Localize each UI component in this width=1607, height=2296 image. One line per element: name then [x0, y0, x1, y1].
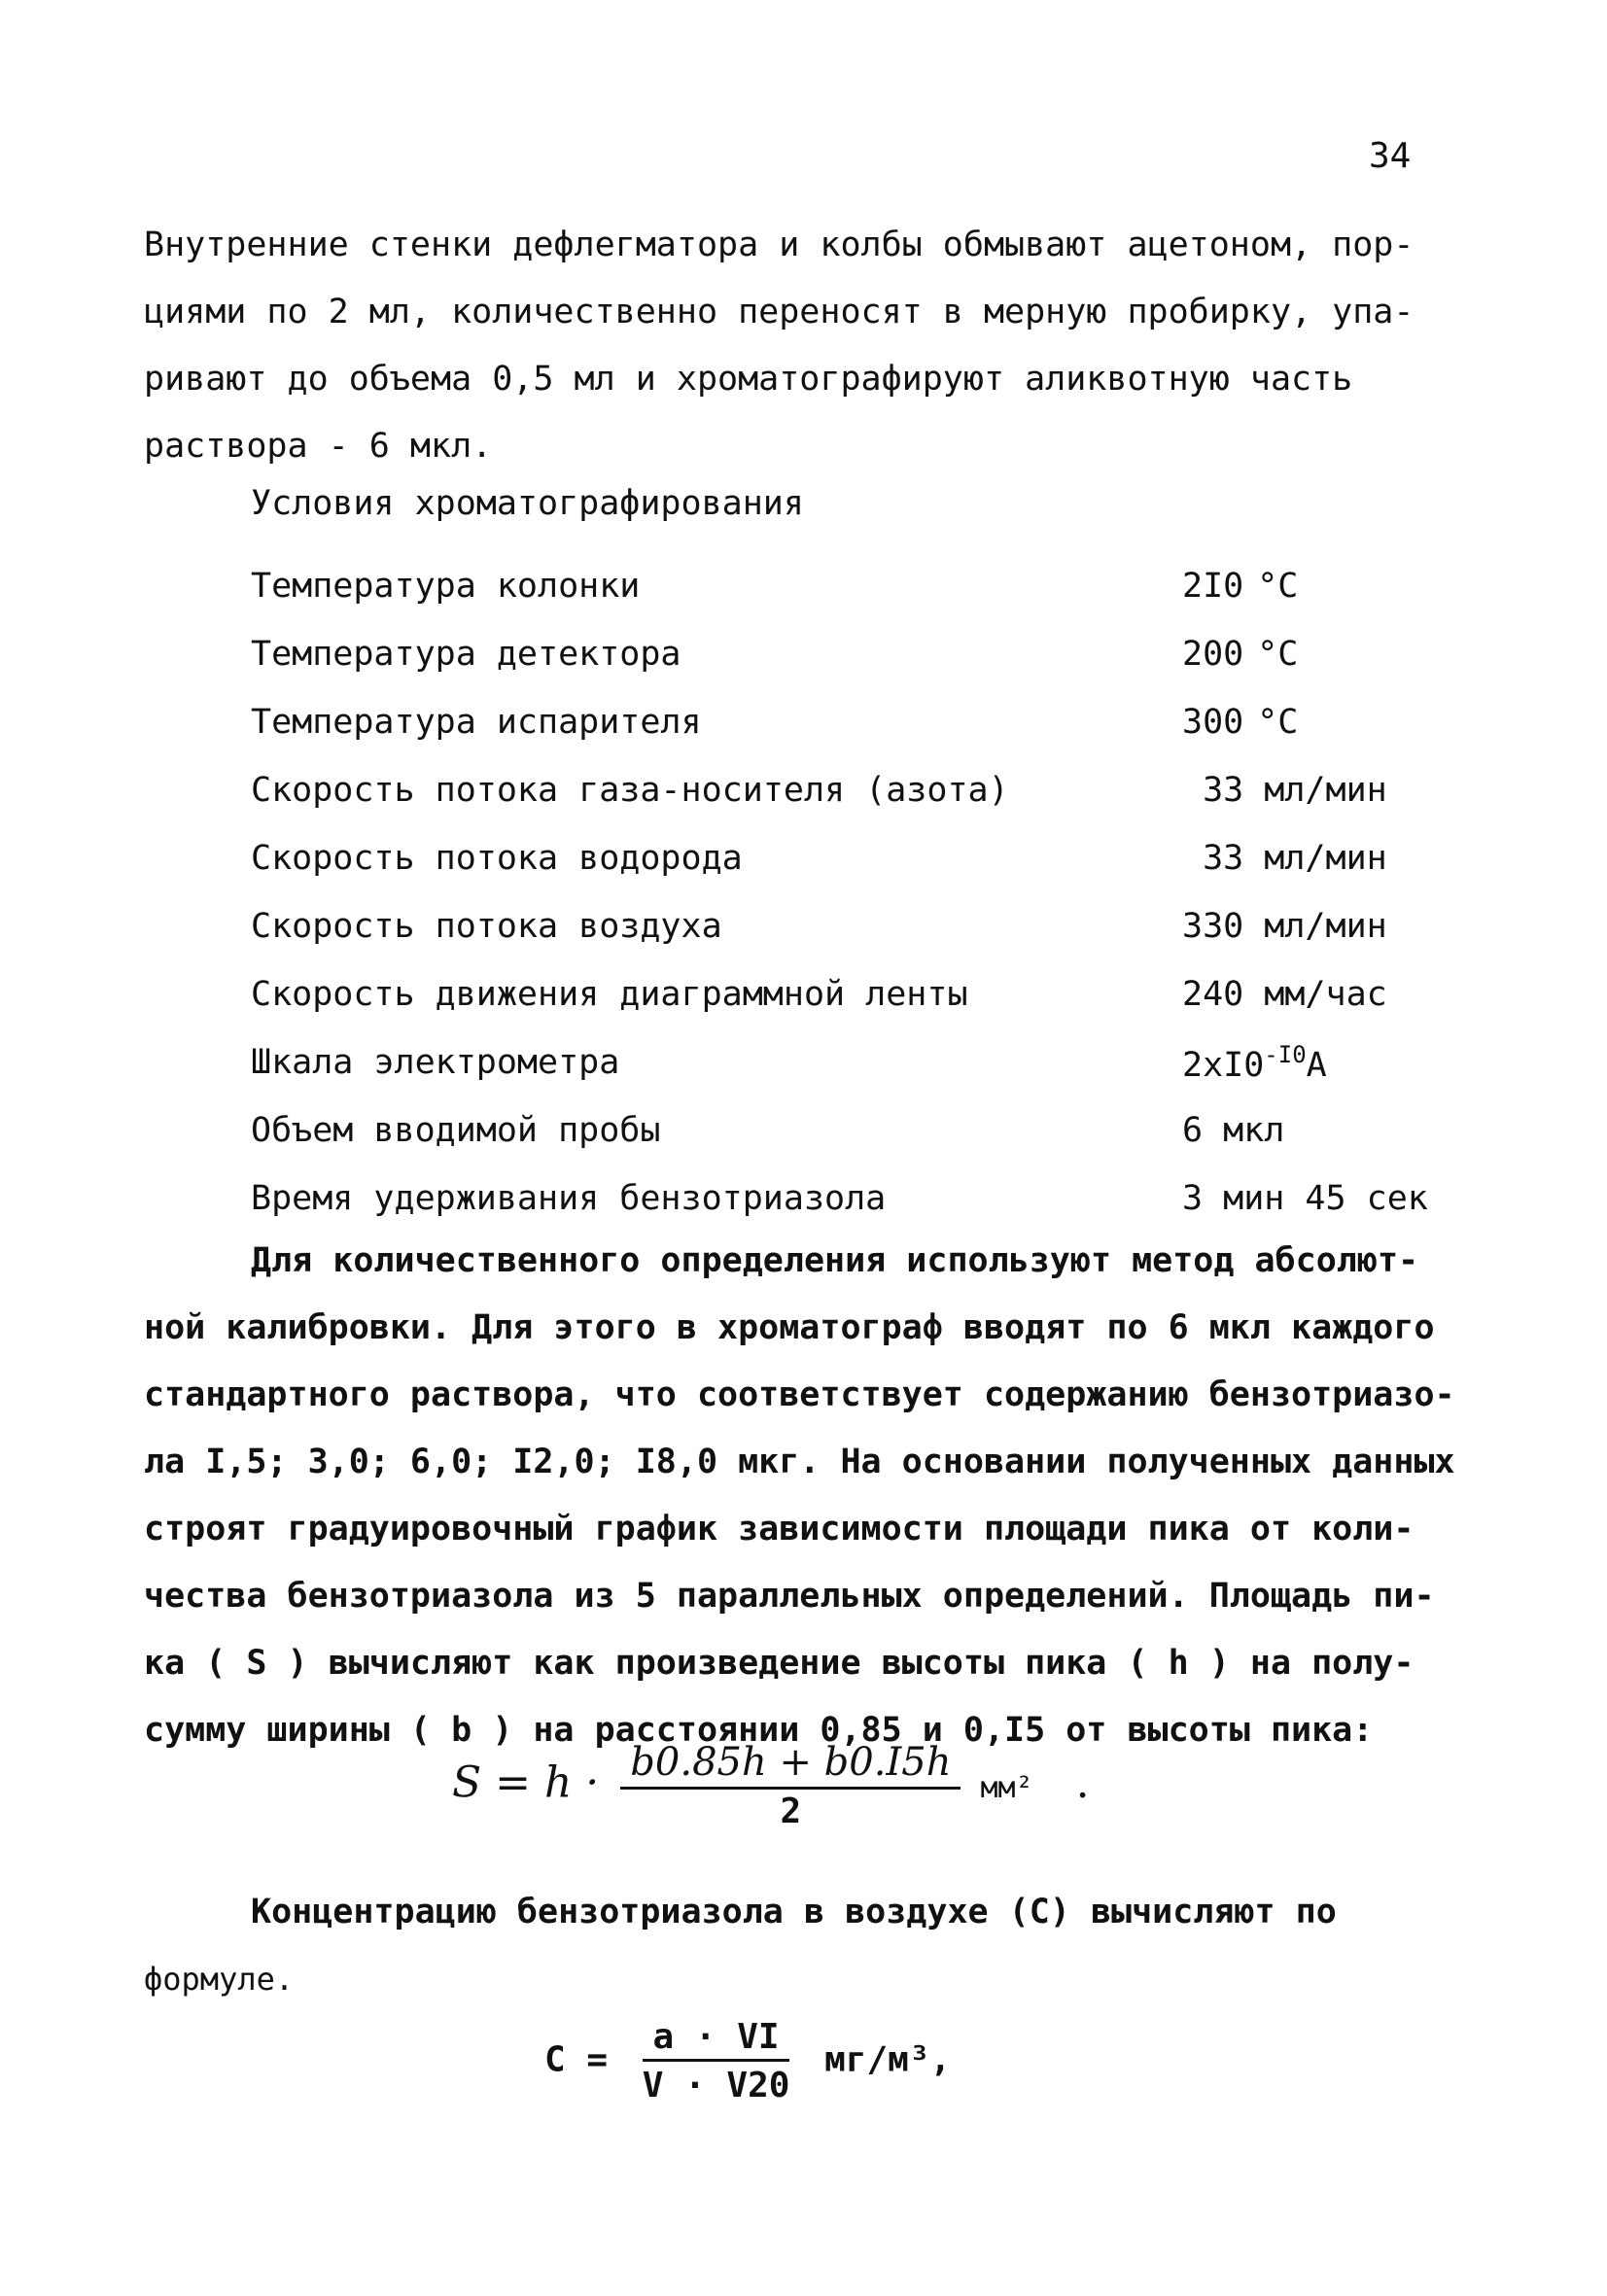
- condition-param: Объем вводимой пробы: [251, 1111, 661, 1150]
- formula-s-unit: мм²: [980, 1770, 1033, 1805]
- conditions-heading: Условия хроматографирования: [251, 484, 804, 523]
- method-line: строят градуировочный график зависимости площади пика от коли-: [144, 1510, 1415, 1548]
- peak-area-formula: [452, 1740, 1090, 1831]
- intro-line: ривают до объема 0,5 мл и хроматографируют аликвотную часть: [144, 360, 1353, 399]
- concentration-formula: [544, 2017, 951, 2105]
- condition-value-text: 200: [1182, 635, 1244, 674]
- method-line: ной калибровки. Для этого в хроматограф вводят по 6 мкл каждого: [144, 1308, 1435, 1347]
- condition-param: Скорость движения диаграммной ленты: [251, 975, 968, 1014]
- condition-value: [1182, 1096, 1474, 1165]
- condition-value-unit: A: [1306, 1045, 1327, 1085]
- condition-value-text: 2xI0: [1182, 1045, 1265, 1085]
- condition-value-text: 3 мин 45 сек: [1182, 1179, 1428, 1218]
- condition-value-text: 6 мкл: [1182, 1111, 1285, 1150]
- formula-s-denominator: 2: [780, 1792, 802, 1831]
- formula-c-unit: мг/м³,: [824, 2039, 952, 2080]
- condition-param: Скорость потока воздуха: [251, 907, 722, 946]
- condition-value-text: 2I0: [1182, 567, 1244, 606]
- condition-row: [251, 552, 1474, 620]
- condition-value: [1182, 756, 1474, 824]
- condition-value: [1182, 688, 1474, 756]
- formula-s-end: .: [1075, 1757, 1090, 1808]
- formula-c-lhs: С =: [544, 2039, 609, 2080]
- condition-value: [1182, 620, 1474, 688]
- condition-param: Шкала электрометра: [251, 1043, 620, 1082]
- condition-value-unit: °С: [1257, 567, 1299, 606]
- method-line: чества бензотриазола из 5 параллельных определений. Площадь пи-: [144, 1577, 1435, 1616]
- formula-s-lhs: S = h ·: [452, 1757, 600, 1808]
- intro-line: раствора - 6 мкл.: [144, 427, 493, 466]
- page-number: 34: [1369, 136, 1412, 176]
- condition-row: [251, 892, 1474, 960]
- condition-value: [1182, 892, 1474, 960]
- concentration-line: Концентрацию бензотриазола в воздухе (С) вычисляют по: [251, 1893, 1337, 1931]
- condition-value-text: 33 мл/мин: [1182, 771, 1387, 810]
- condition-param: Время удерживания бензотриазола: [251, 1179, 887, 1218]
- method-line: ла I,5; 3,0; 6,0; I2,0; I8,0 мкг. На основании полученных данных: [144, 1443, 1455, 1481]
- condition-row: [251, 1096, 1474, 1165]
- intro-line: циями по 2 мл, количественно переносят в мерную пробирку, упа-: [144, 293, 1415, 331]
- method-line: Для количественного определения используют метод абсолют-: [251, 1241, 1419, 1280]
- condition-value: [1182, 1028, 1474, 1096]
- concentration-paragraph: [144, 1879, 1485, 2013]
- condition-row: [251, 960, 1474, 1028]
- intro-line: Внутренние стенки дефлегматора и колбы обмывают ацетоном, пор-: [144, 226, 1415, 264]
- condition-param: Скорость потока газа-носителя (азота): [251, 771, 1009, 810]
- formula-s-fraction: [620, 1740, 961, 1831]
- condition-row: [251, 1028, 1474, 1096]
- formula-s-numerator: b0.85h + b0.I5h: [620, 1740, 961, 1790]
- condition-value-text: 330 мл/мин: [1182, 907, 1387, 946]
- condition-value: [1182, 824, 1474, 892]
- condition-value: [1182, 1165, 1474, 1233]
- method-line: стандартного раствора, что соответствует содержанию бензотриазо-: [144, 1375, 1455, 1414]
- method-line: ка ( S ) вычисляют как произведение высоты пика ( h ) на полу-: [144, 1644, 1415, 1683]
- conditions-table: [251, 552, 1474, 1233]
- concentration-line: формуле.: [144, 1961, 295, 1998]
- condition-value: [1182, 552, 1474, 620]
- condition-row: [251, 824, 1474, 892]
- condition-param: Температура испарителя: [251, 703, 702, 742]
- condition-value-text: 240 мм/час: [1182, 975, 1387, 1014]
- condition-param: Температура детектора: [251, 635, 681, 674]
- condition-value-unit: °С: [1257, 703, 1299, 742]
- condition-param: Температура колонки: [251, 567, 641, 606]
- condition-row: [251, 1165, 1474, 1233]
- condition-value: [1182, 960, 1474, 1028]
- condition-value-text: 300: [1182, 703, 1244, 742]
- condition-param: Скорость потока водорода: [251, 839, 743, 878]
- method-line: сумму ширины ( b ) на расстоянии 0,85 и 0,I5 от высоты пика:: [144, 1711, 1374, 1750]
- condition-value-text: 33 мл/мин: [1182, 839, 1387, 878]
- condition-value-unit: °С: [1257, 635, 1299, 674]
- formula-c-fraction: [643, 2017, 790, 2105]
- condition-row: [251, 620, 1474, 688]
- intro-paragraph: [144, 212, 1485, 480]
- condition-row: [251, 688, 1474, 756]
- method-paragraph: [144, 1228, 1485, 1764]
- condition-value-exponent: -I0: [1264, 1040, 1307, 1068]
- formula-c-numerator: a · VI: [643, 2017, 790, 2062]
- formula-c-denominator: V · V20: [642, 2066, 790, 2105]
- condition-row: [251, 756, 1474, 824]
